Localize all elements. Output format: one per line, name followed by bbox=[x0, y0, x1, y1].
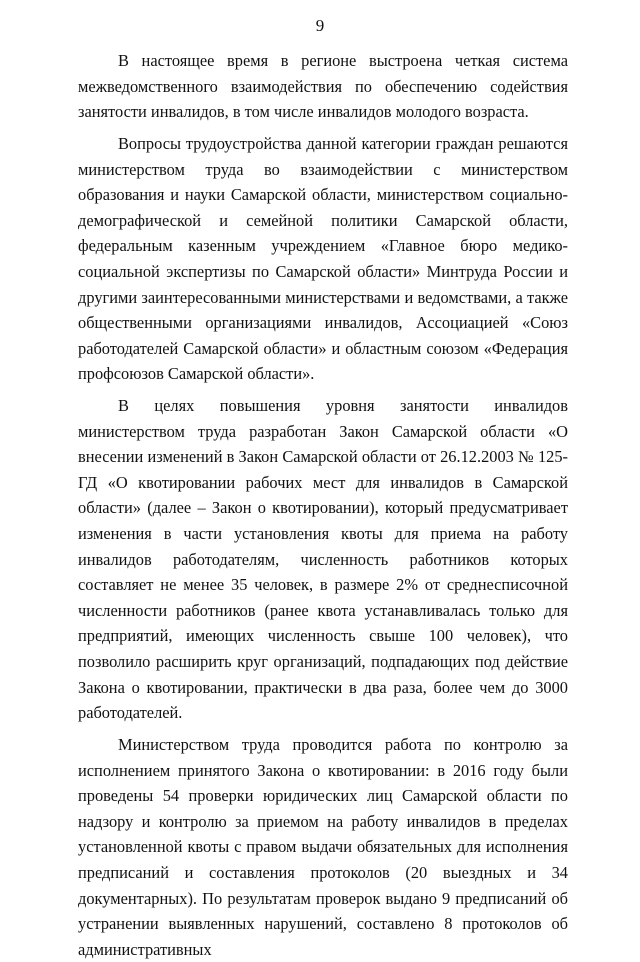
paragraph-quota-law: В целях повышения уровня занятости инвалидов министерством труда разработан Закон Самарской области «О внесении изменений в Закон Самарской области от 26.12.2003 № 125-ГД «О квотировании рабочих мест для инвалидов в Самарской области» (далее – Закон о квотировании), который предусматривает изменения в части установления квоты для приема на работу инвалидов работодателям, численность работников которых составляет не менее 35 человек, в размере 2% от среднесписочной численности работников (ранее квота устанавливалась только для предприятий, имеющих численность свыше 100 человек), что позволило расширить круг организаций, подпадающих под действие Закона о квотировании, практически в два раза, более чем до 3000 работодателей. bbox=[78, 396, 568, 723]
paragraph-coordination: В настоящее время в регионе выстроена четкая система межведомственного взаимодействия по обеспечению содействия занятости инвалидов, в том числе инвалидов молодого возраста. bbox=[78, 51, 568, 122]
paragraph-inspections: Министерством труда проводится работа по контролю за исполнением принятого Закона о квотировании: в 2016 году были проведены 54 проверки юридических лиц Самарской области по надзору и контролю за приемом на работу инвалидов в пределах установленной квоты с правом выдачи обязательных для исполнения предписаний и составления протоколов (20 выездных и 34 документарных). По результатам проверок выдано 9 предписаний об устранении выявленных нарушений, составлено 8 протоколов об административных bbox=[78, 735, 568, 959]
page-number: 9 bbox=[315, 16, 325, 35]
paragraph-employment-questions: Вопросы трудоустройства данной категории граждан решаются министерством труда во взаимодействии с министерством образования и науки Самарской области, министерством социально-демографической и семейной политики Самарской области, федеральным казенным учреждением «Главное бюро медико-социальной экспертизы по Самарской области» Минтруда России и другими заинтересованными министерствами и ведомствами, а также общественными организациями инвалидов, Ассоциацией «Союз работодателей Самарской области» и областным союзом «Федерация профсоюзов Самарской области». bbox=[78, 133, 568, 384]
document-body bbox=[78, 48, 568, 962]
